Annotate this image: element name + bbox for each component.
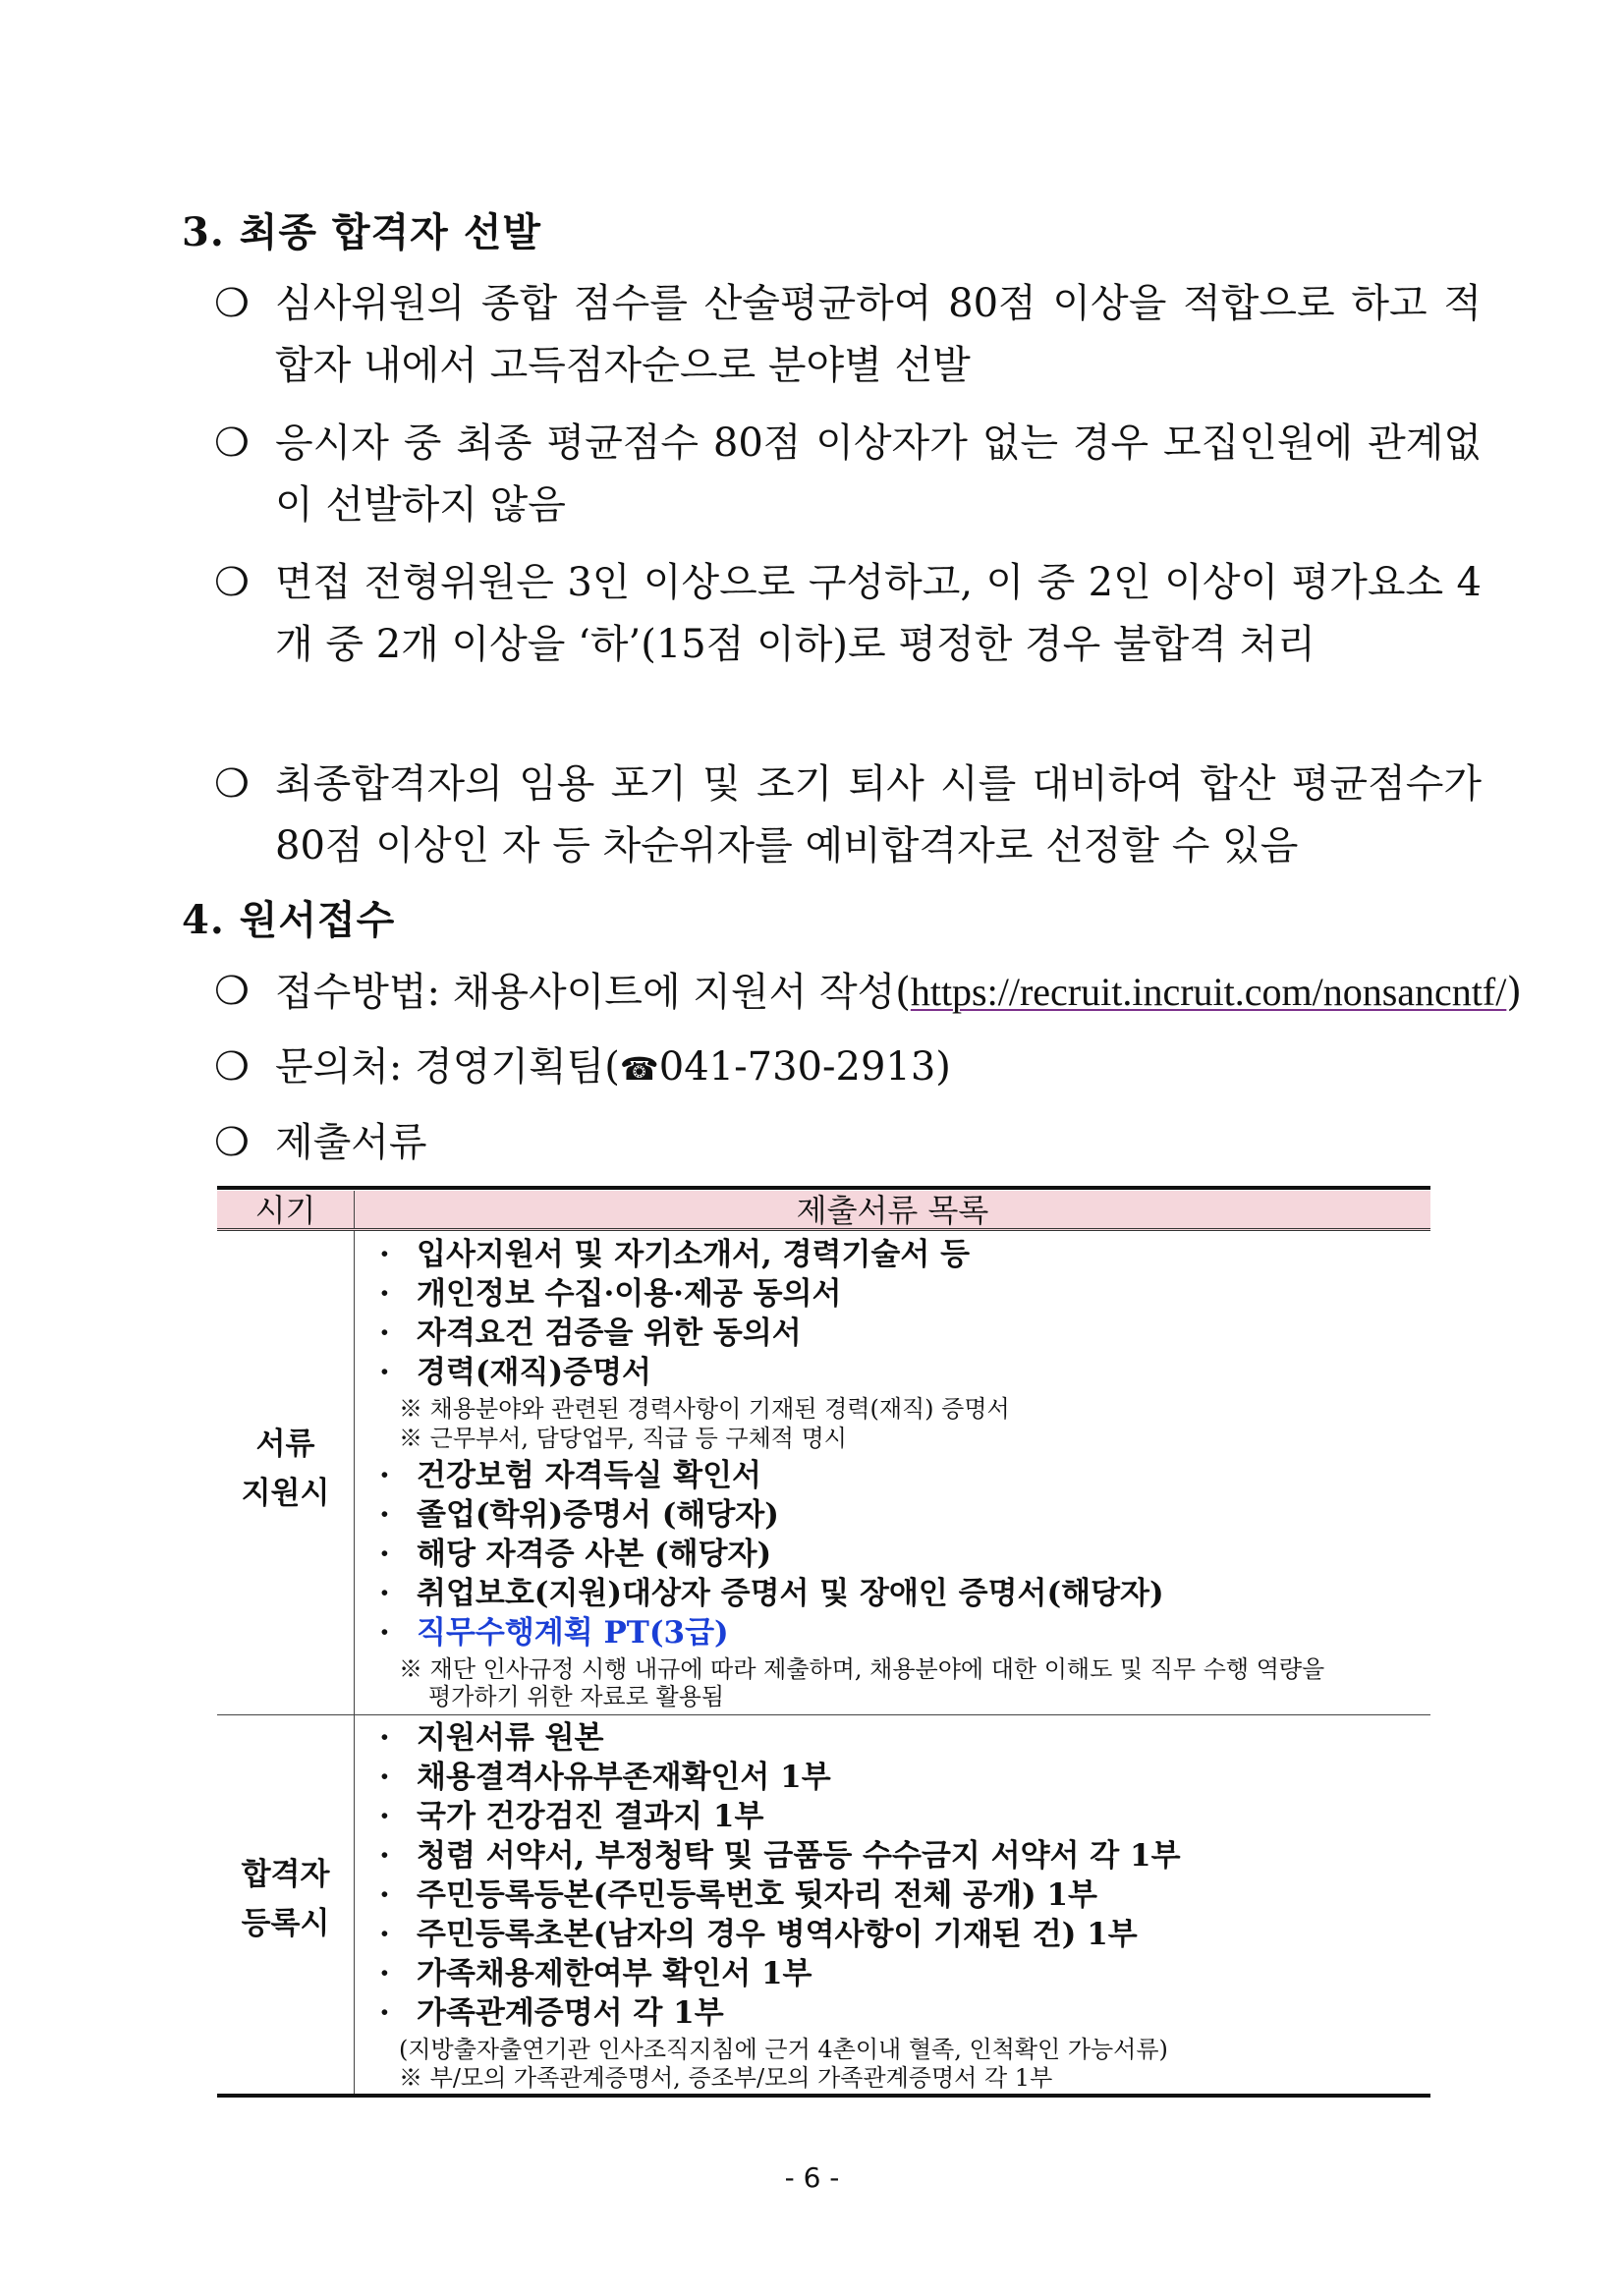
list-item (379, 1274, 841, 1314)
dot-icon: · (379, 1799, 390, 1834)
section-3-bullet-3 (214, 552, 1482, 676)
note-text: 평가하기 위한 자료로 활용됨 (428, 1683, 725, 1710)
list-item (379, 1836, 1181, 1876)
dot-icon: · (379, 1956, 390, 1991)
list-item-highlight (379, 1613, 729, 1652)
recruit-site-link[interactable]: https://recruit.incruit.com/nonsancntf/ (910, 970, 1507, 1014)
table-row-divider (217, 1714, 1430, 1715)
circle-bullet-icon: ❍ (214, 969, 250, 1014)
item-text: 가족관계증명서 각 1부 (417, 1995, 724, 2031)
list-item (379, 1574, 1164, 1613)
group-label-line: 지원시 (241, 1476, 330, 1511)
dot-icon: · (379, 1838, 390, 1874)
contact-label: 문의처: 경영기획팀( (275, 1044, 620, 1090)
section-3-heading: 3. 최종 합격자 선발 (182, 209, 542, 255)
item-text: 졸업(학위)증명서 (해당자) (417, 1497, 779, 1533)
dot-icon: · (379, 1995, 390, 2031)
table-column-divider (354, 1231, 355, 2094)
section-3-bullet-4 (214, 754, 1482, 877)
dot-icon: · (379, 1917, 390, 1952)
note-text: (지방출자출연기관 인사조직지침에 근거 4촌이내 혈족, 인척확인 가능서류) (399, 2036, 1168, 2063)
section-3-bullet-2 (214, 413, 1482, 536)
dot-icon: · (379, 1537, 390, 1572)
page-number: - 6 - (784, 2161, 840, 2194)
dot-icon: · (379, 1615, 390, 1651)
circle-bullet-icon: ❍ (214, 761, 250, 807)
list-item (379, 1456, 761, 1495)
circle-bullet-icon: ❍ (214, 560, 250, 605)
item-text: 취업보호(지원)대상자 증명서 및 장애인 증명서(해당자) (417, 1576, 1164, 1611)
list-item (379, 1235, 970, 1274)
item-text: 국가 건강검진 결과지 1부 (417, 1799, 764, 1834)
table-header-row (217, 1191, 1430, 1231)
item-text: 주민등록초본(남자의 경우 병역사항이 기재된 건) 1부 (417, 1917, 1138, 1952)
bullet-text: 면접 전형위원은 3인 이상으로 구성하고, 이 중 2인 이상이 평가요소 4개 중 2개 이상을 ‘하’(15점 이하)로 평정한 경우 불합격 처리 (275, 560, 1482, 667)
list-item (379, 1797, 763, 1836)
item-text: 직무수행계획 PT(3급) (417, 1615, 729, 1651)
dot-icon: · (379, 1355, 390, 1390)
application-method-text (275, 961, 1522, 1024)
note-text: ※ 근무부서, 담당업무, 직급 등 구체적 명시 (399, 1425, 847, 1452)
dot-icon: · (379, 1316, 390, 1351)
list-item (379, 1495, 779, 1535)
item-text: 경력(재직)증명서 (417, 1355, 651, 1390)
header-documents: 제출서류 목록 (796, 1192, 989, 1229)
phone-icon: ☎ (619, 1050, 659, 1088)
circle-bullet-icon: ❍ (214, 1120, 250, 1165)
dot-icon: · (379, 1237, 390, 1272)
dot-icon: · (379, 1576, 390, 1611)
header-period: 시기 (217, 1191, 355, 1228)
group-application-label (217, 1420, 354, 1518)
contact-phone: 041-730-2913) (658, 1044, 951, 1090)
method-label: 접수방법: 채용사이트에 지원서 작성( (275, 970, 911, 1015)
item-text: 건강보험 자격득실 확인서 (417, 1458, 761, 1493)
circle-bullet-icon: ❍ (214, 420, 250, 466)
note-text: ※ 재단 인사규정 시행 내규에 따라 제출하며, 채용분야에 대한 이해도 및 직무 수행 역량을 (399, 1655, 1325, 1683)
bullet-text: 심사위원의 종합 점수를 산술평균하여 80점 이상을 적합으로 하고 적합자 내에서 고득점자순으로 분야별 선발 (275, 281, 1482, 388)
dot-icon: · (379, 1497, 390, 1533)
item-text: 지원서류 원본 (417, 1720, 604, 1756)
table-top-rule (217, 1186, 1430, 1190)
list-item (379, 1993, 724, 2033)
contact-text (275, 1036, 1482, 1100)
group-label-line: 서류 (255, 1427, 315, 1462)
list-item (379, 1314, 802, 1353)
documents-label-text: 제출서류 (275, 1120, 427, 1165)
dot-icon: · (379, 1458, 390, 1493)
item-text: 청렴 서약서, 부정청탁 및 금품등 수수금지 서약서 각 1부 (417, 1838, 1181, 1874)
list-item (379, 1915, 1138, 1954)
list-item (379, 1954, 812, 1993)
item-text: 입사지원서 및 자기소개서, 경력기술서 등 (417, 1237, 971, 1272)
section-4-heading: 4. 원서접수 (182, 897, 396, 943)
group-label-line: 합격자 (241, 1857, 330, 1892)
item-text: 채용결격사유부존재확인서 1부 (417, 1760, 831, 1795)
dot-icon: · (379, 1276, 390, 1312)
circle-bullet-icon: ❍ (214, 281, 250, 326)
dot-icon: · (379, 1877, 390, 1913)
list-item (379, 1353, 651, 1392)
group-label-line: 등록시 (241, 1906, 330, 1941)
table-bottom-rule (217, 2094, 1430, 2098)
note-text: ※ 채용분야와 관련된 경력사항이 기재된 경력(재직) 증명서 (399, 1395, 1010, 1423)
documents-label (214, 1112, 1482, 1174)
item-text: 개인정보 수집·이용·제공 동의서 (417, 1276, 842, 1312)
application-method (214, 961, 1522, 1024)
dot-icon: · (379, 1720, 390, 1756)
item-text: 가족채용제한여부 확인서 1부 (417, 1956, 812, 1991)
note-text: ※ 부/모의 가족관계증명서, 증조부/모의 가족관계증명서 각 1부 (399, 2064, 1053, 2092)
list-item (379, 1758, 831, 1797)
bullet-text: 응시자 중 최종 평균점수 80점 이상자가 없는 경우 모집인원에 관계없이 선발하지 않음 (275, 420, 1482, 528)
item-text: 주민등록등본(주민등록번호 뒷자리 전체 공개) 1부 (417, 1877, 1097, 1913)
dot-icon: · (379, 1760, 390, 1795)
list-item (379, 1876, 1097, 1915)
list-item (379, 1535, 771, 1574)
list-item (379, 1718, 603, 1758)
item-text: 자격요건 검증을 위한 동의서 (417, 1316, 802, 1351)
bullet-text: 최종합격자의 임용 포기 및 조기 퇴사 시를 대비하여 합산 평균점수가 80점 이상인 자 등 차순위자를 예비합격자로 선정할 수 있음 (275, 761, 1482, 868)
item-text: 해당 자격증 사본 (해당자) (417, 1537, 772, 1572)
contact-info (214, 1036, 1482, 1100)
group-registration-label (217, 1850, 354, 1948)
circle-bullet-icon: ❍ (214, 1044, 250, 1090)
method-close: ) (1506, 970, 1522, 1015)
section-3-bullet-1 (214, 273, 1482, 397)
